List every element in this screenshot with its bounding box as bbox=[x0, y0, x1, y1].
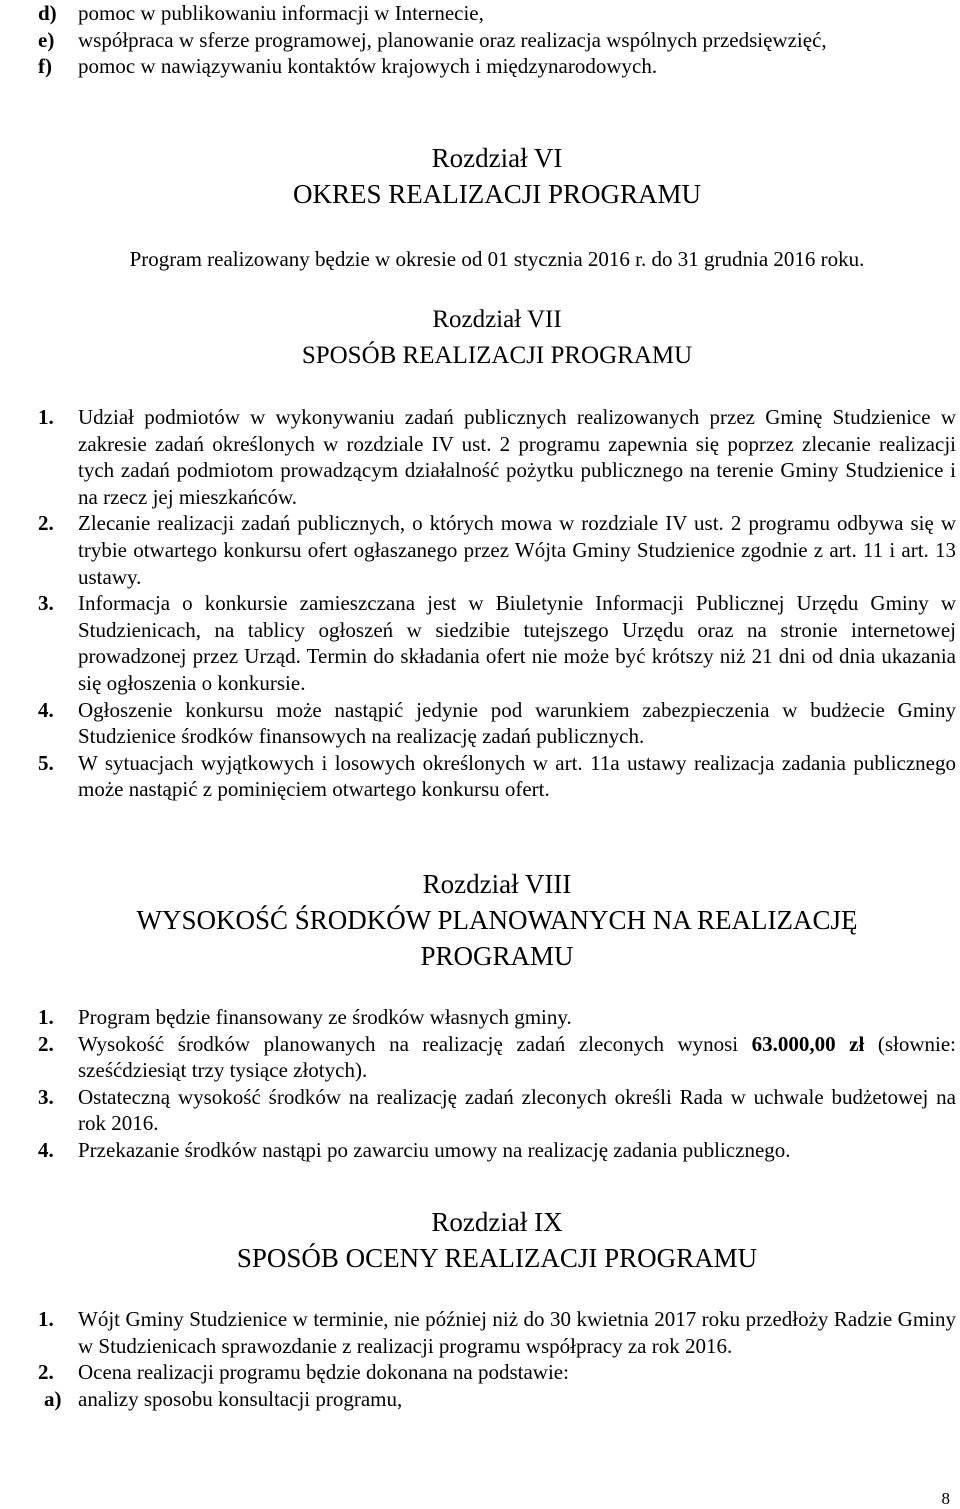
chapter-7-list bbox=[38, 404, 956, 803]
item-text: Udział podmiotów w wykonywaniu zadań publicznych realizowanych przez Gminę Studzienice w zakresie zadań określonych w rozdziale IV ust. 2 programu zapewnia się poprzez zlecanie realizacji tych zadań podmiotom prowadzącym działalność pożytku publicznego na terenie Gminy Studzienice i na rzecz jej mieszkańców. bbox=[78, 405, 956, 509]
item-text: Ogłoszenie konkursu może nastąpić jedynie pod warunkiem zabezpieczenia w budżecie Gminy Studzienice środków finansowych na realizację zadań publicznych. bbox=[78, 697, 956, 749]
list-item-f bbox=[38, 53, 956, 80]
item-text: Wysokość środków planowanych na realizację zadań zleconych wynosi bbox=[78, 1031, 752, 1056]
chapter-8 bbox=[38, 866, 956, 974]
list-item bbox=[38, 1084, 956, 1137]
item-number: 2. bbox=[38, 511, 54, 536]
list-item bbox=[38, 404, 956, 510]
top-list bbox=[38, 0, 956, 80]
list-item bbox=[38, 1031, 956, 1084]
item-text: Informacja o konkursie zamieszczana jest w Biuletynie Informacji Publicznej Urzędu Gminy w Studzienicach, na tablicy ogłoszeń w siedzibie tutejszego Urzędu oraz na stronie internetowej prowadzonej przez Urząd. Termin do składania ofert nie może być krótszy niż 21 dni od dnia ukazania się ogłoszenia o konkursie. bbox=[78, 591, 956, 695]
chapter-7 bbox=[38, 302, 956, 374]
item-text: Ostateczną wysokość środków na realizację zadań zleconych określi Rada w uchwale budżetowej na rok 2016. bbox=[78, 1084, 956, 1136]
list-item bbox=[38, 1004, 956, 1031]
list-item bbox=[38, 1306, 956, 1359]
list-item bbox=[38, 750, 956, 803]
chapter-subtitle: OKRES REALIZACJI PROGRAMU bbox=[292, 179, 702, 209]
item-number: 1. bbox=[38, 1307, 54, 1331]
chapter-title: Rozdział IX bbox=[431, 1207, 563, 1237]
chapter-title: Rozdział VIII bbox=[422, 869, 572, 899]
sub-item-text: analizy sposobu konsultacji programu, bbox=[78, 1386, 403, 1411]
list-marker: f) bbox=[38, 54, 52, 79]
chapter-title: Rozdział VI bbox=[431, 143, 563, 173]
list-text: pomoc w nawiązywaniu kontaktów krajowych i międzynarodowych. bbox=[78, 54, 658, 79]
item-number: 3. bbox=[38, 1084, 54, 1109]
list-item bbox=[38, 1137, 956, 1164]
item-number: 4. bbox=[38, 697, 54, 722]
chapter-title: Rozdział VII bbox=[432, 306, 562, 333]
chapter-subtitle: WYSOKOŚĆ ŚRODKÓW PLANOWANYCH NA REALIZACJĘ PROGRAMU bbox=[136, 905, 858, 971]
list-item-e bbox=[38, 27, 956, 54]
item-number: 4. bbox=[38, 1137, 54, 1162]
chapter-6 bbox=[38, 140, 956, 212]
item-text: Ocena realizacji programu będzie dokonana na podstawie: bbox=[78, 1360, 569, 1385]
item-number: 5. bbox=[38, 750, 54, 775]
chapter-subtitle: SPOSÓB REALIZACJI PROGRAMU bbox=[301, 342, 693, 369]
list-item-d bbox=[38, 0, 956, 27]
item-number: 1. bbox=[38, 405, 54, 429]
item-number: 1. bbox=[38, 1005, 54, 1029]
item-text: Zlecanie realizacji zadań publicznych, o których mowa w rozdziale IV ust. 2 programu odbywa się w trybie otwartego konkursu ofert ogłaszanego przez Wójta Gminy Studzienice zgodnie z art. 11 i art. 13 ustawy. bbox=[78, 511, 956, 589]
chapter-9 bbox=[38, 1204, 956, 1276]
list-item bbox=[38, 510, 956, 590]
item-number: 2. bbox=[38, 1031, 54, 1056]
document-page bbox=[38, 0, 956, 1509]
item-text: Przekazanie środków nastąpi po zawarciu umowy na realizację zadania publicznego. bbox=[78, 1137, 791, 1162]
list-text: pomoc w publikowaniu informacji w Internecie, bbox=[78, 1, 484, 25]
item-number: 2. bbox=[38, 1360, 54, 1385]
list-item bbox=[38, 590, 956, 696]
chapter-6-text: Program realizowany będzie w okresie od 01 stycznia 2016 r. do 31 grudnia 2016 roku. bbox=[129, 247, 865, 271]
sub-item-marker: a) bbox=[44, 1386, 62, 1411]
list-marker: d) bbox=[38, 1, 57, 25]
page-number: 8 bbox=[941, 1489, 950, 1508]
list-marker: e) bbox=[38, 27, 55, 52]
list-item bbox=[38, 1359, 956, 1386]
chapter-8-list bbox=[38, 1004, 956, 1164]
item-text: W sytuacjach wyjątkowych i losowych określonych w art. 11a ustawy realizacja zadania publicznego może nastąpić z pominięciem otwartego konkursu ofert. bbox=[78, 750, 956, 802]
chapter-subtitle: SPOSÓB OCENY REALIZACJI PROGRAMU bbox=[236, 1243, 758, 1273]
chapter-9-list bbox=[38, 1306, 956, 1412]
list-text: współpraca w sferze programowej, planowanie oraz realizacja wspólnych przedsięwzięć, bbox=[78, 27, 827, 52]
list-item bbox=[38, 697, 956, 750]
item-text: Program będzie finansowany ze środków własnych gminy. bbox=[78, 1005, 572, 1029]
sub-list-item-a bbox=[44, 1386, 956, 1413]
item-number: 3. bbox=[38, 591, 54, 616]
item-text: Wójt Gminy Studzienice w terminie, nie później niż do 30 kwietnia 2017 roku przedłoży Radzie Gminy w Studzienicach sprawozdanie z realizacji programu współpracy za rok 2016. bbox=[78, 1307, 956, 1358]
item-text-after: (słownie: sześćdziesiąt trzy tysiące złotych). bbox=[78, 1031, 957, 1083]
amount-value: 63.000,00 zł bbox=[751, 1031, 865, 1056]
